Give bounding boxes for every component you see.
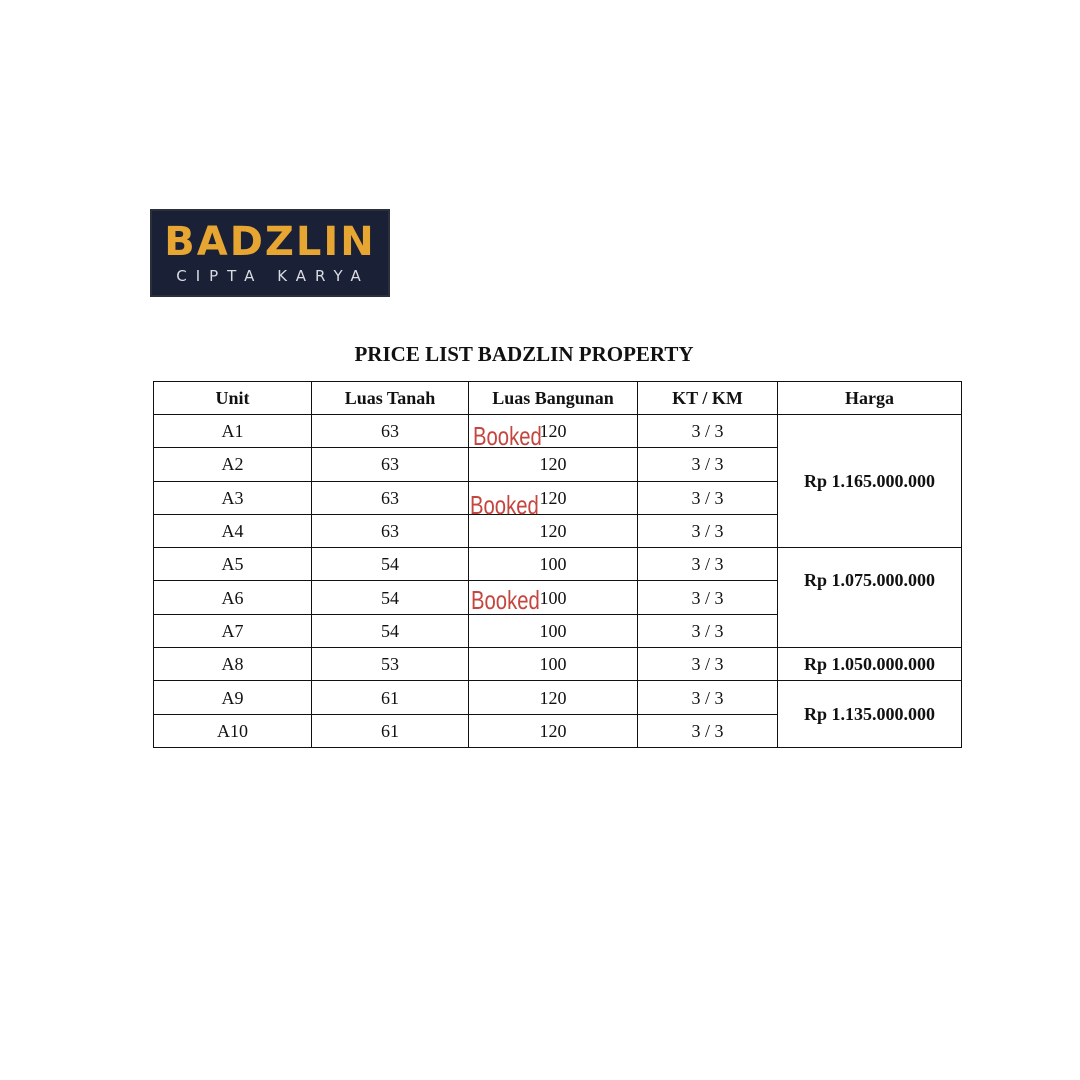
price-cell: Rp 1.050.000.000 (778, 648, 962, 681)
luas-tanah-cell: 54 (312, 581, 469, 614)
unit-cell: A9 (154, 681, 312, 714)
company-logo (150, 209, 390, 297)
page-title: PRICE LIST BADZLIN PROPERTY (354, 342, 694, 366)
luas-bangunan-cell: 120 (469, 448, 638, 481)
luas-bangunan-cell: 120 (469, 681, 638, 714)
logo-tagline: CIPTA KARYA (176, 267, 370, 285)
luas-bangunan-cell: 120 (469, 514, 638, 547)
luas-bangunan-cell: 100 (469, 648, 638, 681)
booked-stamp: Booked (471, 585, 540, 615)
luas-bangunan-cell: 100 (469, 548, 638, 581)
column-header-kt-km: KT / KM (638, 382, 778, 415)
luas-bangunan-cell: 100 (469, 581, 638, 614)
kt-km-cell: 3 / 3 (638, 448, 778, 481)
table-row (154, 548, 962, 581)
luas-tanah-cell: 63 (312, 415, 469, 448)
luas-tanah-cell: 61 (312, 681, 469, 714)
luas-tanah-cell: 53 (312, 648, 469, 681)
luas-tanah-cell: 54 (312, 548, 469, 581)
kt-km-cell: 3 / 3 (638, 514, 778, 547)
kt-km-cell: 3 / 3 (638, 548, 778, 581)
table-row (154, 681, 962, 714)
kt-km-cell: 3 / 3 (638, 714, 778, 747)
unit-cell: A6 (154, 581, 312, 614)
unit-cell: A1 (154, 415, 312, 448)
price-cell: Rp 1.165.000.000 (778, 415, 962, 548)
booked-stamp: Booked (473, 421, 542, 451)
column-header-unit: Unit (154, 382, 312, 415)
kt-km-cell: 3 / 3 (638, 581, 778, 614)
unit-cell: A5 (154, 548, 312, 581)
column-header-luas-tanah: Luas Tanah (312, 382, 469, 415)
unit-cell: A7 (154, 614, 312, 647)
unit-cell: A3 (154, 481, 312, 514)
luas-tanah-cell: 61 (312, 714, 469, 747)
booked-stamp: Booked (470, 490, 539, 520)
logo-wordmark: BADZLIN (164, 219, 376, 265)
column-header-luas-bangunan: Luas Bangunan (469, 382, 638, 415)
unit-cell: A2 (154, 448, 312, 481)
luas-tanah-cell: 63 (312, 448, 469, 481)
kt-km-cell: 3 / 3 (638, 415, 778, 448)
kt-km-cell: 3 / 3 (638, 681, 778, 714)
table-header-row (154, 382, 962, 415)
table-row (154, 415, 962, 448)
price-cell: Rp 1.075.000.000 (778, 548, 962, 648)
unit-cell: A8 (154, 648, 312, 681)
luas-bangunan-cell: 100 (469, 614, 638, 647)
column-header-harga: Harga (778, 382, 962, 415)
luas-tanah-cell: 54 (312, 614, 469, 647)
kt-km-cell: 3 / 3 (638, 648, 778, 681)
kt-km-cell: 3 / 3 (638, 614, 778, 647)
luas-tanah-cell: 63 (312, 481, 469, 514)
unit-cell: A10 (154, 714, 312, 747)
luas-tanah-cell: 63 (312, 514, 469, 547)
luas-bangunan-cell: 120 (469, 415, 638, 448)
price-cell: Rp 1.135.000.000 (778, 681, 962, 748)
kt-km-cell: 3 / 3 (638, 481, 778, 514)
unit-cell: A4 (154, 514, 312, 547)
luas-bangunan-cell: 120 (469, 714, 638, 747)
price-table (153, 381, 962, 748)
luas-bangunan-cell: 120 (469, 481, 638, 514)
table-row (154, 648, 962, 681)
